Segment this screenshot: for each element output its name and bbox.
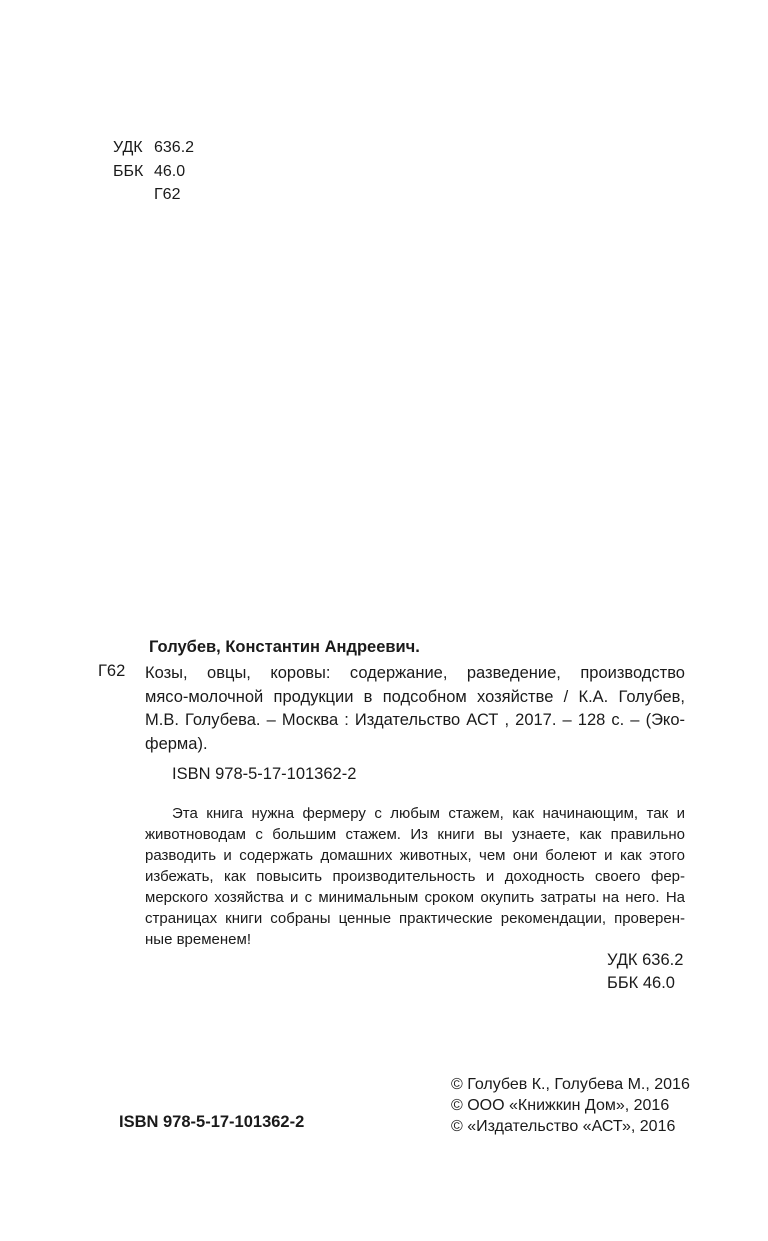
card-udk: УДК 636.2 [607, 951, 684, 969]
udk-value: 636.2 [154, 139, 195, 156]
isbn-bottom: ISBN 978-5-17-101362-2 [119, 1113, 305, 1131]
annotation-line: разводить и содержать домашних животных, чем они болеют и как этого [145, 847, 685, 864]
annotation-line: страницах книги собраны ценные практические рекомендации, проверен- [145, 910, 685, 927]
annotation-line: Эта книга нужна фермеру с любым стажем, как начинающим, так и [172, 805, 685, 822]
annotation-line: избежать, как повысить производительность и доходность своего фер- [145, 868, 685, 885]
card-annotation [145, 803, 685, 950]
description-line: Козы, овцы, коровы: содержание, разведение, производство [145, 664, 685, 682]
author-mark-row [113, 183, 194, 207]
card-description [145, 662, 685, 756]
udk-row [113, 136, 194, 160]
author-mark-top: Г62 [154, 186, 181, 203]
copyright-block [451, 1074, 690, 1137]
description-line: мясо-молочной продукции в подсобном хозяйстве / К.А. Голубев, [145, 687, 685, 706]
annotation-line: ные временем! [145, 931, 251, 948]
annotation-line: мерского хозяйства и с минимальным сроком окупить затраты на него. На [145, 889, 685, 906]
bbk-label: ББК [113, 162, 144, 180]
card-author: Голубев, Константин Андреевич. [149, 638, 420, 656]
bbk-value: 46.0 [154, 162, 186, 180]
copyright-line: © «Издательство «АСТ», 2016 [451, 1118, 676, 1135]
classification-block-bottom [607, 949, 683, 995]
description-line: ферма). [145, 734, 208, 753]
copyright-line: © Голубев К., Голубева М., 2016 [451, 1076, 690, 1093]
bbk-row [113, 160, 194, 184]
udk-label: УДК [113, 139, 143, 156]
copyright-line: © ООО «Книжкин Дом», 2016 [451, 1097, 670, 1114]
annotation-line: животноводам с большим стажем. Из книги вы узнаете, как правильно [145, 826, 685, 843]
description-line: М.В. Голубева. – Москва : Издательство АСТ , 2017. – 128 с. – (Эко- [145, 711, 685, 729]
classification-block-top [113, 136, 194, 207]
card-bbk: ББК 46.0 [607, 974, 675, 992]
card-isbn: ISBN 978-5-17-101362-2 [172, 765, 357, 783]
card-author-mark: Г62 [98, 662, 126, 680]
